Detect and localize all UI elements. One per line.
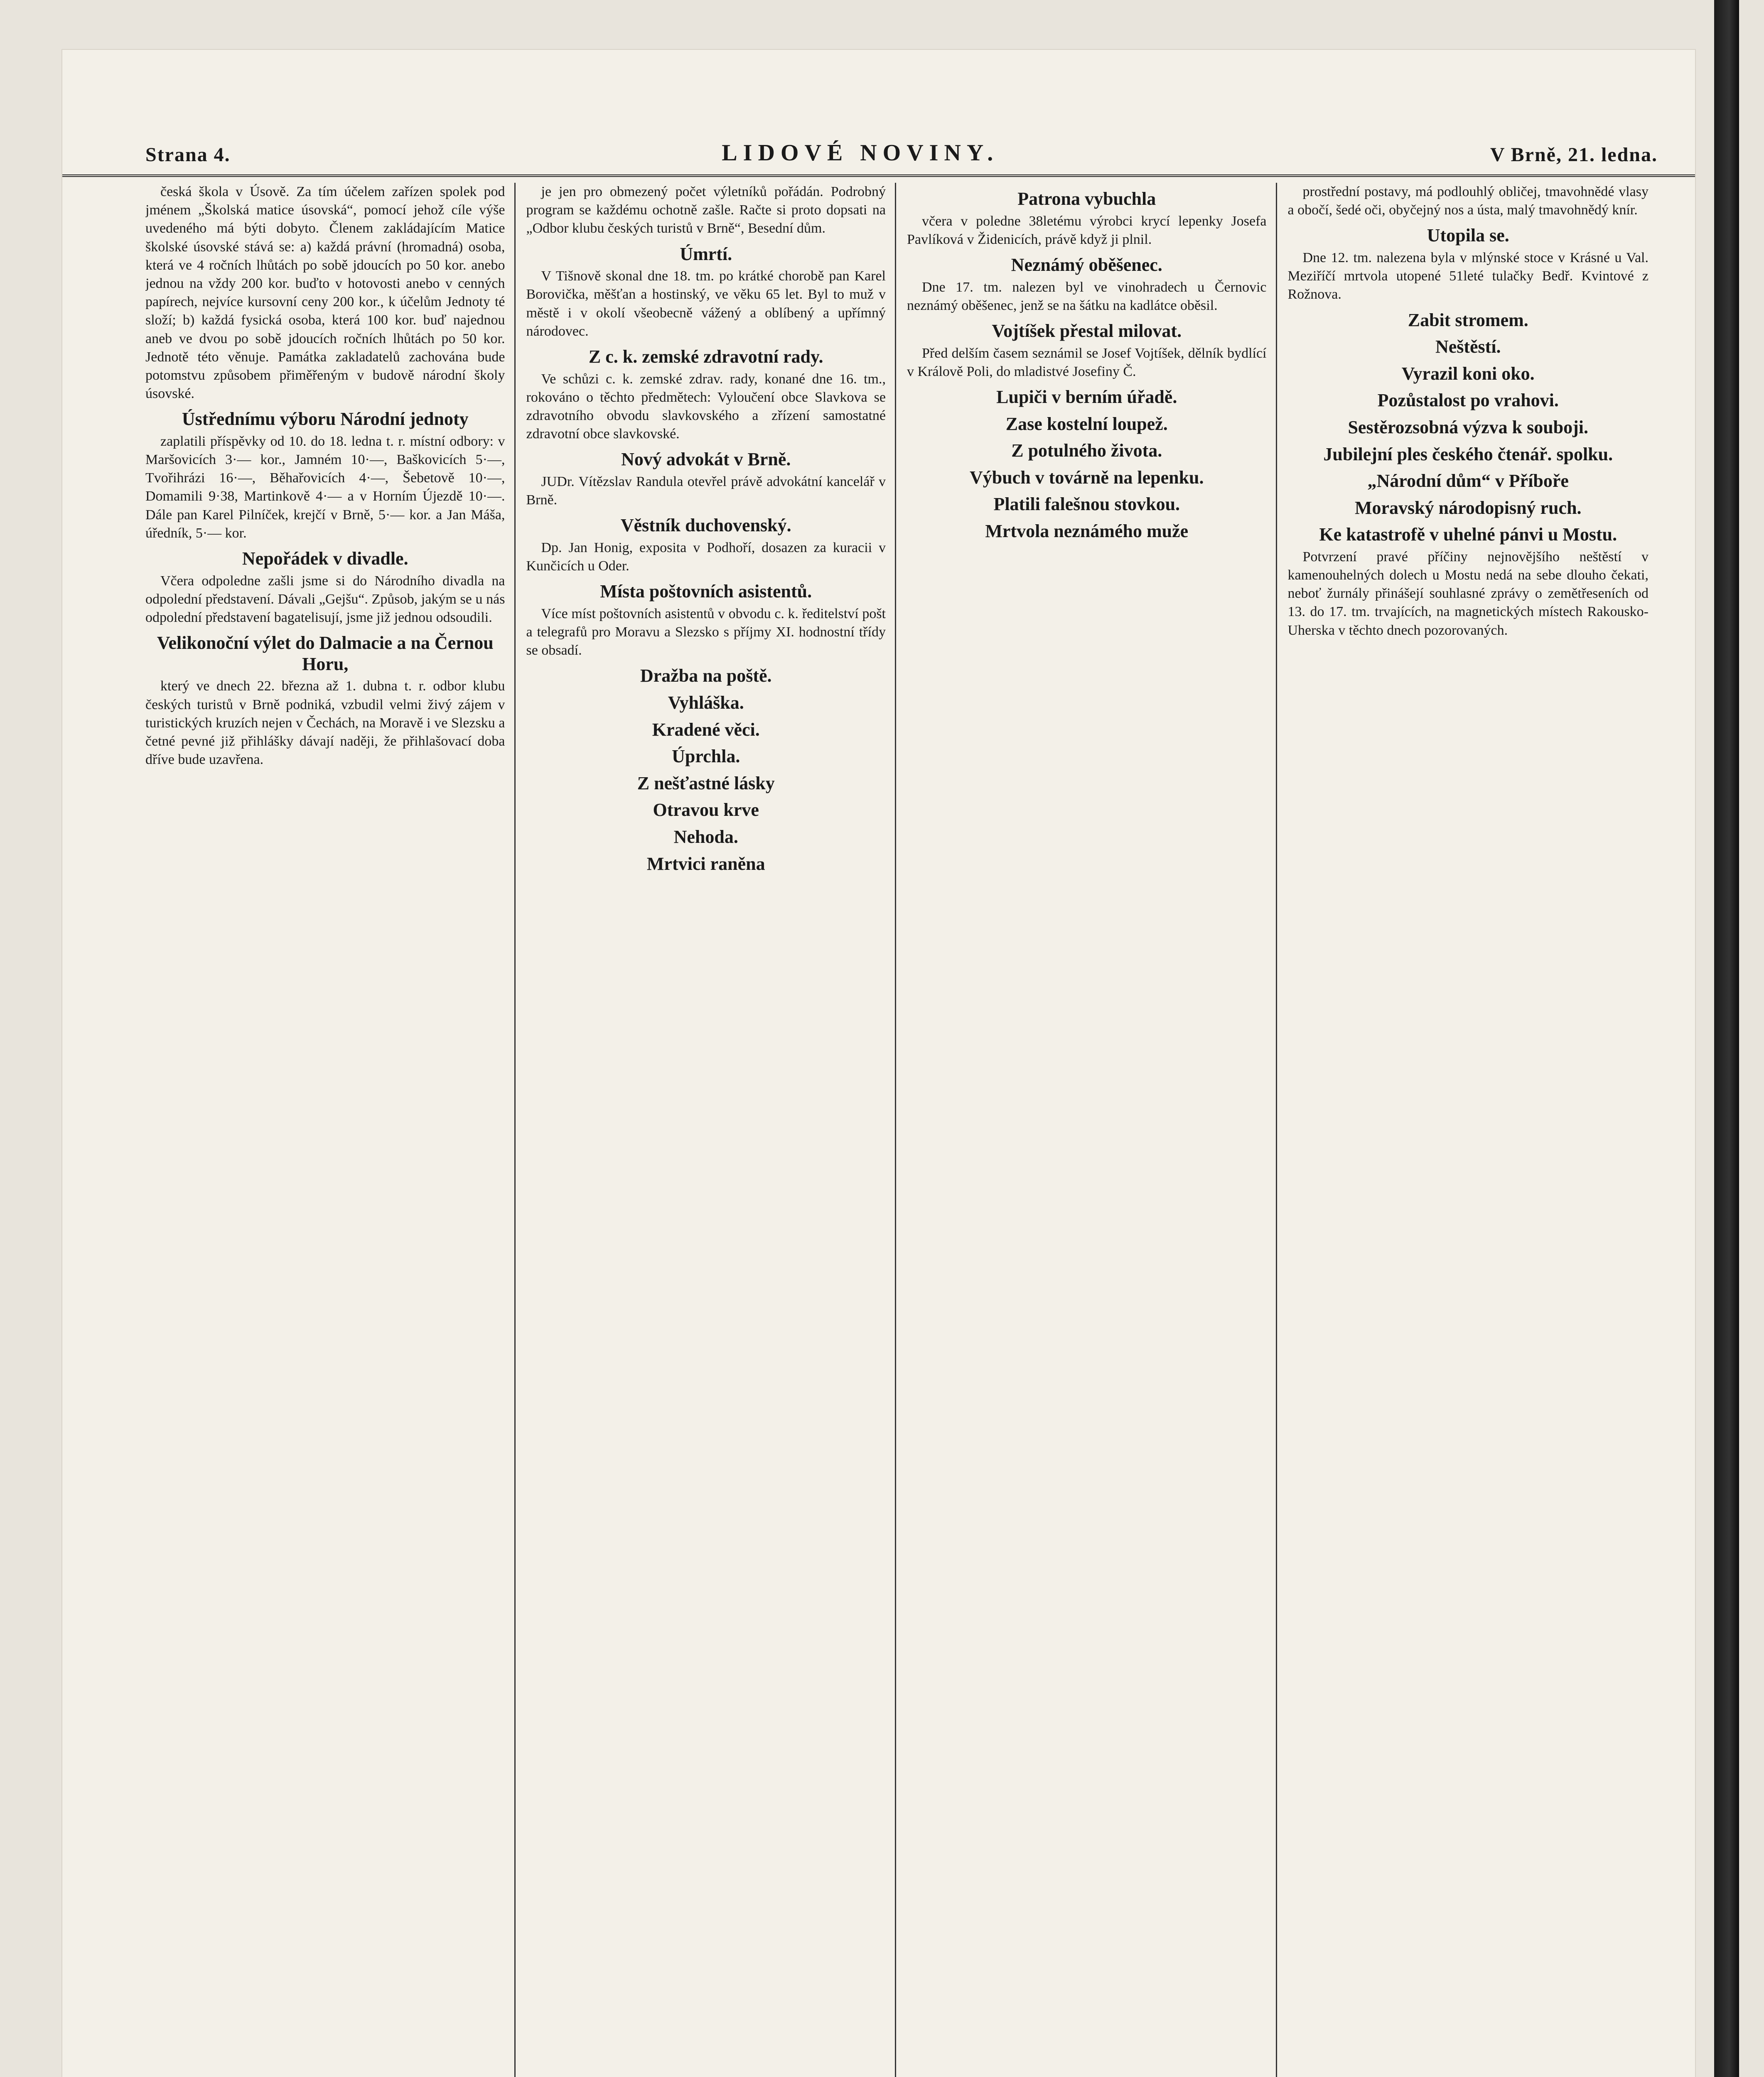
article-text: včera v poledne 38letému výrobci krycí lepenky Josefa Pavlíková v Židenicích, právě když ji plnil. (907, 213, 1267, 247)
article-headline: Mrtvici raněna (646, 853, 765, 874)
article-headline: Nepořádek v divadle. (242, 548, 408, 569)
article-text: který ve dnech 22. března až 1. dubna t. r. odbor klubu českých turistů v Brně podniká, vzbudil velmi živý zájem v turistických kruzích nejen v Čechách, na Moravě i ve Slezsku a četné pevné již přihlášky dávají naději, že přihlašovací doba dříve bude uzavřena. (145, 678, 505, 768)
article-headline: Moravský národopisný ruch. (1354, 497, 1582, 518)
article-text: je jen pro obmezený počet výletníků pořádán. Podrobný program se každému ochotně zašle. Račte si proto dopsati na „Odbor klubu českých turistů v Brně“, Besední dům. (526, 184, 886, 236)
article-headline: Z nešťastné lásky (637, 773, 775, 793)
article-headline: Nehoda. (673, 826, 738, 847)
article-text: prostřední postavy, má podlouhlý obličej, tmavohnědé vlasy a obočí, šedé oči, obyčejný nos a ústa, malý tmavohnědý knír. (1287, 184, 1649, 218)
article-text: Dne 12. tm. nalezena byla v mlýnské stoce v Krásné u Val. Meziříčí mrtvola utopené 51leté tulačky Bedř. Kvintové z Rožnova. (1287, 250, 1649, 302)
article-headline: Platili falešnou stovkou. (993, 494, 1180, 515)
article-headline: Otravou krve (653, 800, 759, 820)
scan-edge (1714, 0, 1739, 2077)
article-headline: Nový advokát v Brně. (621, 449, 791, 470)
article-headline: Neštěstí. (1435, 336, 1501, 357)
article-headline: Kradené věci. (652, 719, 760, 740)
article-headline: Vyrazil koni oko. (1401, 363, 1535, 384)
article-headline: Úprchla. (672, 746, 740, 767)
article-headline: Jubilejní ples českého čtenář. spolku. (1323, 444, 1613, 464)
column-1 (145, 183, 516, 2077)
article-headline: Utopila se. (1427, 225, 1509, 246)
article-headline: Ke katastrofě v uhelné pánvi u Mostu. (1319, 524, 1617, 545)
article-text: JUDr. Vítězslav Randula otevřel právě advokátní kancelář v Brně. (526, 474, 886, 508)
article-headline: Vyhláška. (668, 692, 744, 713)
column-4 (1288, 183, 1658, 2077)
article-text: V Tišnově skonal dne 18. tm. po krátké chorobě pan Karel Borovička, měšťan a hostinský, ve věku 65 let. Byl to muž v městě i v okolí všeobecně vážený a oblíbený a upřímný národovec. (526, 268, 886, 339)
article-columns (145, 183, 1658, 2077)
article-text: Včera odpoledne zašli jsme si do Národního divadla na odpolední představení. Dávali „Gejšu“. Způsob, jakým se u nás odpolední představení bagatelisují, jsme již jednou odsoudili. (145, 573, 505, 625)
article-text: Dp. Jan Honig, exposita v Podhoří, dosazen za kuracii v Kunčicích u Oder. (526, 540, 886, 574)
page-number: Strana 4. (145, 144, 231, 166)
article-text: Ve schůzi c. k. zemské zdrav. rady, konané dne 16. tm., rokováno o těchto předmětech: Vyloučení obce Slavkova se zdravotního obvodu slavkovského a zřízení samostatné zdravotní obce slavkovské. (526, 371, 886, 442)
article-text: Před delším časem seznámil se Josef Vojtíšek, dělník bydlící v Králově Poli, do mladistvé Josefiny Č. (907, 345, 1267, 379)
article-headline: Dražba na poště. (640, 665, 772, 686)
article-text: Potvrzení pravé příčiny nejnovějšího neštěstí v kamenouhelných dolech u Mostu nedá na sebe dlouho čekati, neboť žurnály přinášejí souhlasné zprávy o zemětřeseních od 13. do 17. tm. trvajících, na magnetických místech Rakousko-Uherska v těchto dnech pozorovaných. (1287, 549, 1649, 638)
article-headline: Místa poštovních asistentů. (600, 581, 812, 602)
article-headline: Mrtvola neznámého muže (985, 520, 1189, 541)
article-headline: Ústřednímu výboru Národní jednoty (182, 409, 469, 430)
column-3 (907, 183, 1277, 2077)
article-headline: Zase kostelní loupež. (1005, 413, 1168, 434)
article-headline: „Národní dům“ v Příboře (1367, 471, 1569, 491)
article-headline: Lupiči v berním úřadě. (996, 386, 1177, 407)
newspaper-title: LIDOVÉ NOVINY. (722, 140, 999, 166)
article-headline: Neznámý oběšenec. (1011, 254, 1162, 275)
article-headline: Patrona vybuchla (1017, 189, 1156, 209)
article-text: Dne 17. tm. nalezen byl ve vinohradech u Černovic neznámý oběšenec, jenž se na šátku na kadlátce oběsil. (907, 279, 1267, 313)
article-headline: Vojtíšek přestal milovat. (992, 320, 1182, 341)
masthead (62, 125, 1695, 177)
column-2 (526, 183, 897, 2077)
article-headline: Věstník duchovenský. (620, 515, 791, 536)
article-headline: Úmrtí. (680, 243, 732, 264)
article-headline: Výbuch v továrně na lepenku. (969, 467, 1204, 488)
article-headline: Pozůstalost po vrahovi. (1377, 390, 1559, 411)
article-headline: Sestěrozsobná výzva k souboji. (1348, 417, 1589, 437)
newspaper-page (62, 50, 1695, 2077)
article-headline: Z potulného života. (1011, 440, 1162, 461)
article-headline: Velikonoční výlet do Dalmacie a na Černou Horu, (157, 633, 494, 674)
article-text: Více míst poštovních asistentů v obvodu c. k. ředitelství pošt a telegrafů pro Moravu a Slezsko s příjmy XI. hodnostní třídy se obsadí. (526, 606, 886, 658)
article-text: zaplatili příspěvky od 10. do 18. ledna t. r. místní odbory: v Maršovicích 3·— kor., Jamném 10·—, Baškovicích 5·—, Tvořihrázi 16·—, Běhařovicích 4·—, Šebetově 10·—, Domamili 9·38, Martinkově 4·— a v Horním Újezdě 10·—. Dále pan Karel Pilníček, krejčí v Brně, 5·— kor. a Jan Máša, úředník, 5·— kor. (145, 433, 505, 541)
article-headline: Zabit stromem. (1408, 309, 1528, 330)
article-text: česká škola v Úsově. Za tím účelem zařízen spolek pod jménem „Školská matice úsovská“, pomocí jehož cíle výše uvedeného má býti dobyto. Členem zakládajícím Matice školské úsovské stává se: a) každá právní (hromadná) osoba, která ve 4 ročních lhůtách po sobě jdoucích po 50 kor. anebo jednou na vždy 200 kor. buďto v hotovosti anebo v cenných papírech, nejvíce kursovní ceny 200 kor., k účelům Jednoty té složí; b) každá fysická osoba, která 100 kor. buď najednou aneb ve dvou po sobě jdoucích ročních lhůtách po 50 kor. Jednotě této věnuje. Památka zakladatelů zachována bude potomstvu způsobem přiměřeným v budově národní školy úsovské. (145, 184, 505, 402)
article-headline: Z c. k. zemské zdravotní rady. (588, 346, 823, 367)
dateline: V Brně, 21. ledna. (1490, 144, 1658, 166)
